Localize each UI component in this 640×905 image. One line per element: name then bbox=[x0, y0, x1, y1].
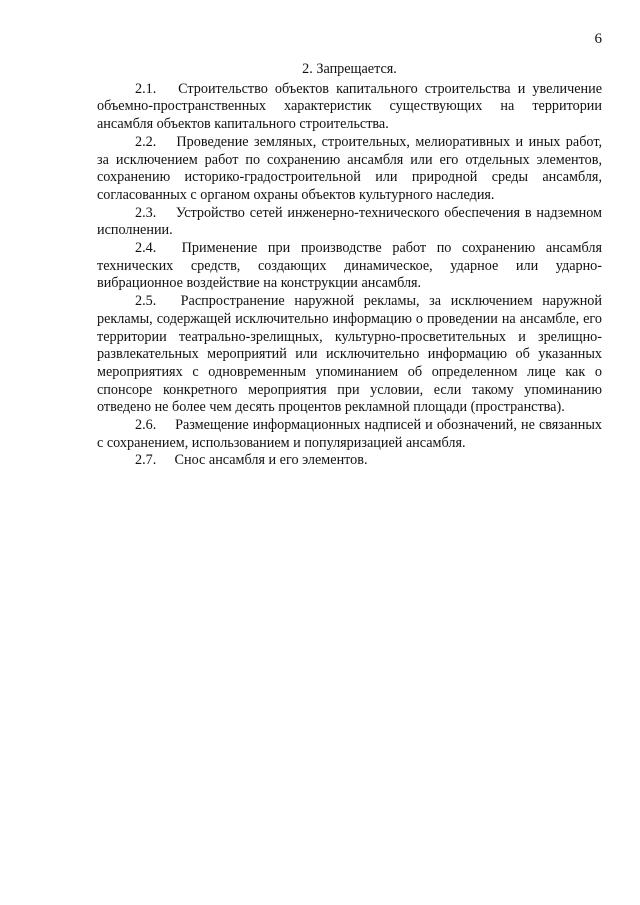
paragraph-2-7 bbox=[97, 452, 602, 470]
paragraph-2-1 bbox=[97, 81, 602, 134]
paragraph-text: Распространение наружной рекламы, за исключением наружной рекламы, содержащей исключительно информацию о проведении на ансамбле, его территории театрально-зрелищных, культурно-просветительных и зрелищно-развлекательных мероприятий или исключительно информацию об указанных мероприятиях с одновременным упоминанием об определенном лице как о спонсоре конкретного мероприятия при условии, если такому упоминанию отведено не более чем десять процентов рекламной площади (пространства). bbox=[97, 293, 602, 416]
paragraph-text: Устройство сетей инженерно-технического обеспечения в надземном исполнении. bbox=[97, 204, 602, 239]
paragraph-number: 2.2. bbox=[135, 133, 157, 150]
paragraph-number: 2.1. bbox=[135, 80, 157, 97]
document-content bbox=[97, 61, 602, 470]
paragraph-number: 2.5. bbox=[135, 293, 157, 310]
paragraph-2-2 bbox=[97, 134, 602, 205]
paragraph-number: 2.7. bbox=[135, 452, 157, 469]
paragraph-2-5 bbox=[97, 293, 602, 417]
paragraph-text: Снос ансамбля и его элементов. bbox=[174, 452, 368, 469]
section-title: 2. Запрещается. bbox=[302, 61, 397, 77]
paragraph-number: 2.4. bbox=[135, 240, 157, 257]
paragraph-2-4 bbox=[97, 240, 602, 293]
paragraph-2-3 bbox=[97, 205, 602, 240]
page-number: 6 bbox=[594, 31, 602, 47]
paragraph-2-6 bbox=[97, 417, 602, 452]
paragraph-text: Проведение земляных, строительных, мелиоративных и иных работ, за исключением работ по сохранению ансамбля или его отдельных элементов, сохранению историко-градостроительной или природной среды ансамбля, согласованных с органом охраны объектов культурного наследия. bbox=[97, 133, 602, 203]
paragraph-text: Размещение информационных надписей и обозначений, не связанных с сохранением, использованием и популяризацией ансамбля. bbox=[97, 417, 602, 451]
paragraph-text: Применение при производстве работ по сохранению ансамбля технических средств, создающих динамическое, ударное или ударно-вибрационное воздействие на конструкции ансамбля. bbox=[97, 240, 603, 292]
paragraph-text: Строительство объектов капитального строительства и увеличение объемно-пространственных характеристик существующих на территории ансамбля объектов капитального строительства. bbox=[97, 80, 603, 133]
paragraph-number: 2.3. bbox=[135, 204, 157, 221]
paragraph-number: 2.6. bbox=[135, 417, 157, 434]
